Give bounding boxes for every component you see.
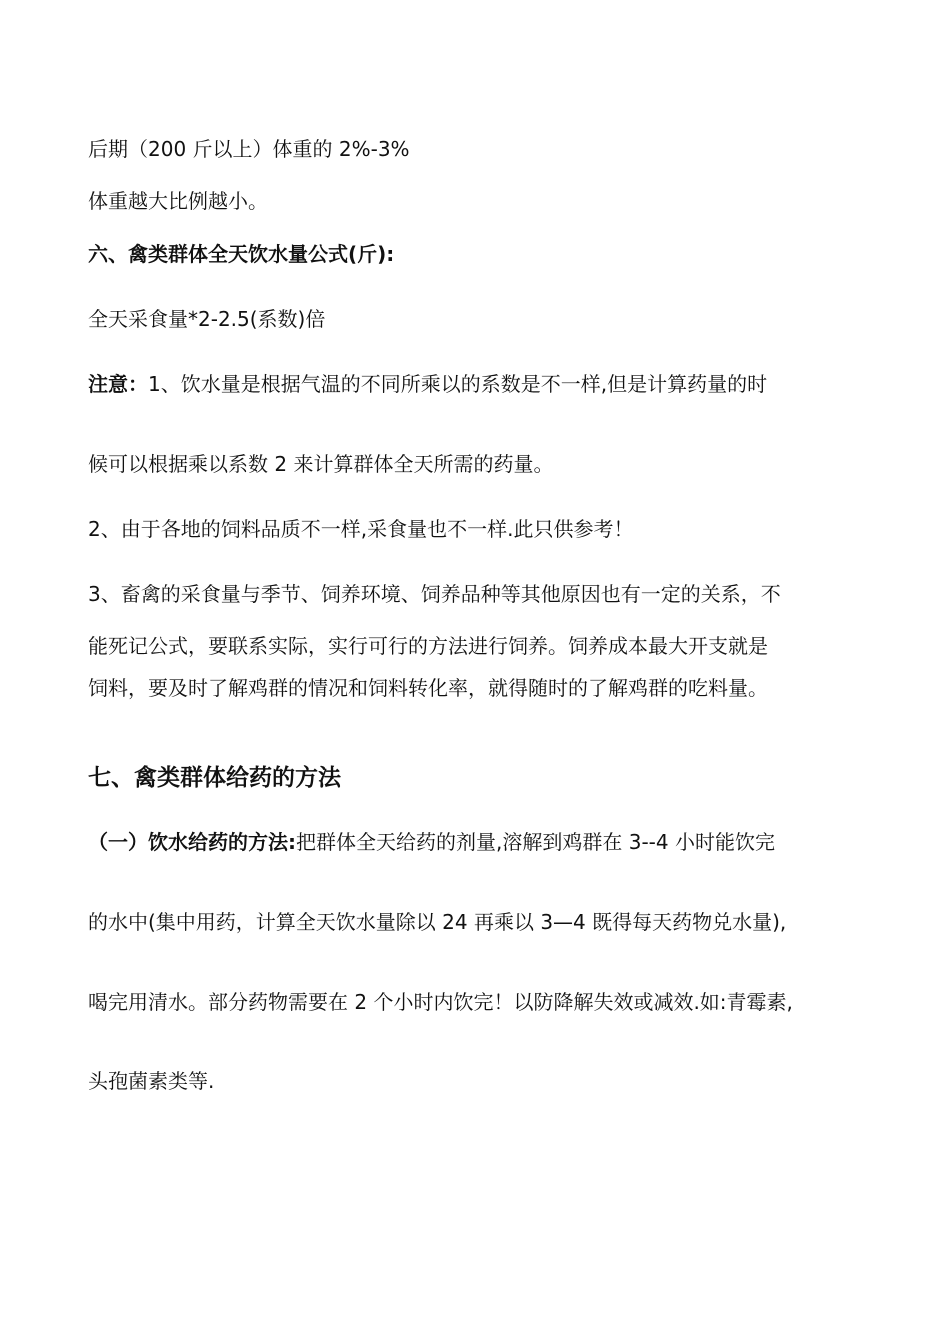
paragraph-weight-ratio: 体重越大比例越小。 [88,189,268,213]
note-1-continuation: 候可以根据乘以系数 2 来计算群体全天所需的药量。 [88,452,554,476]
note-label: 注意： [88,372,148,396]
method-1-text: 把群体全天给药的剂量,溶解到鸡群在 3--4 小时能饮完 [296,830,775,854]
method-1-line-2: 的水中(集中用药，计算全天饮水量除以 24 再乘以 3—4 既得每天药物兑水量), [88,910,787,934]
paragraph-late-stage-weight: 后期（200 斤以上）体重的 2%-3% [88,137,410,161]
section-6-heading: 六、禽类群体全天饮水量公式(斤): [88,242,395,266]
method-1-label: （一）饮水给药的方法: [88,830,296,854]
note-1 [88,372,767,396]
note-3-line-3: 饲料，要及时了解鸡群的情况和饲料转化率，就得随时的了解鸡群的吃料量。 [88,676,768,700]
water-intake-formula: 全天采食量*2-2.5(系数)倍 [88,307,326,331]
section-7-heading: 七、禽类群体给药的方法 [88,765,341,791]
note-3-line-1: 3、畜禽的采食量与季节、饲养环境、饲养品种等其他原因也有一定的关系，不 [88,582,781,606]
note-2: 2、由于各地的饲料品质不一样,采食量也不一样.此只供参考！ [88,517,634,541]
note-1-text: 1、饮水量是根据气温的不同所乘以的系数是不一样,但是计算药量的时 [148,372,768,396]
method-1-line-1 [88,830,775,854]
method-1-line-3: 喝完用清水。部分药物需要在 2 个小时内饮完！以防降解失效或减效.如:青霉素, [88,990,793,1014]
method-1-line-4: 头孢菌素类等. [88,1069,215,1093]
note-3-line-2: 能死记公式，要联系实际，实行可行的方法进行饲养。饲养成本最大开支就是 [88,634,768,658]
